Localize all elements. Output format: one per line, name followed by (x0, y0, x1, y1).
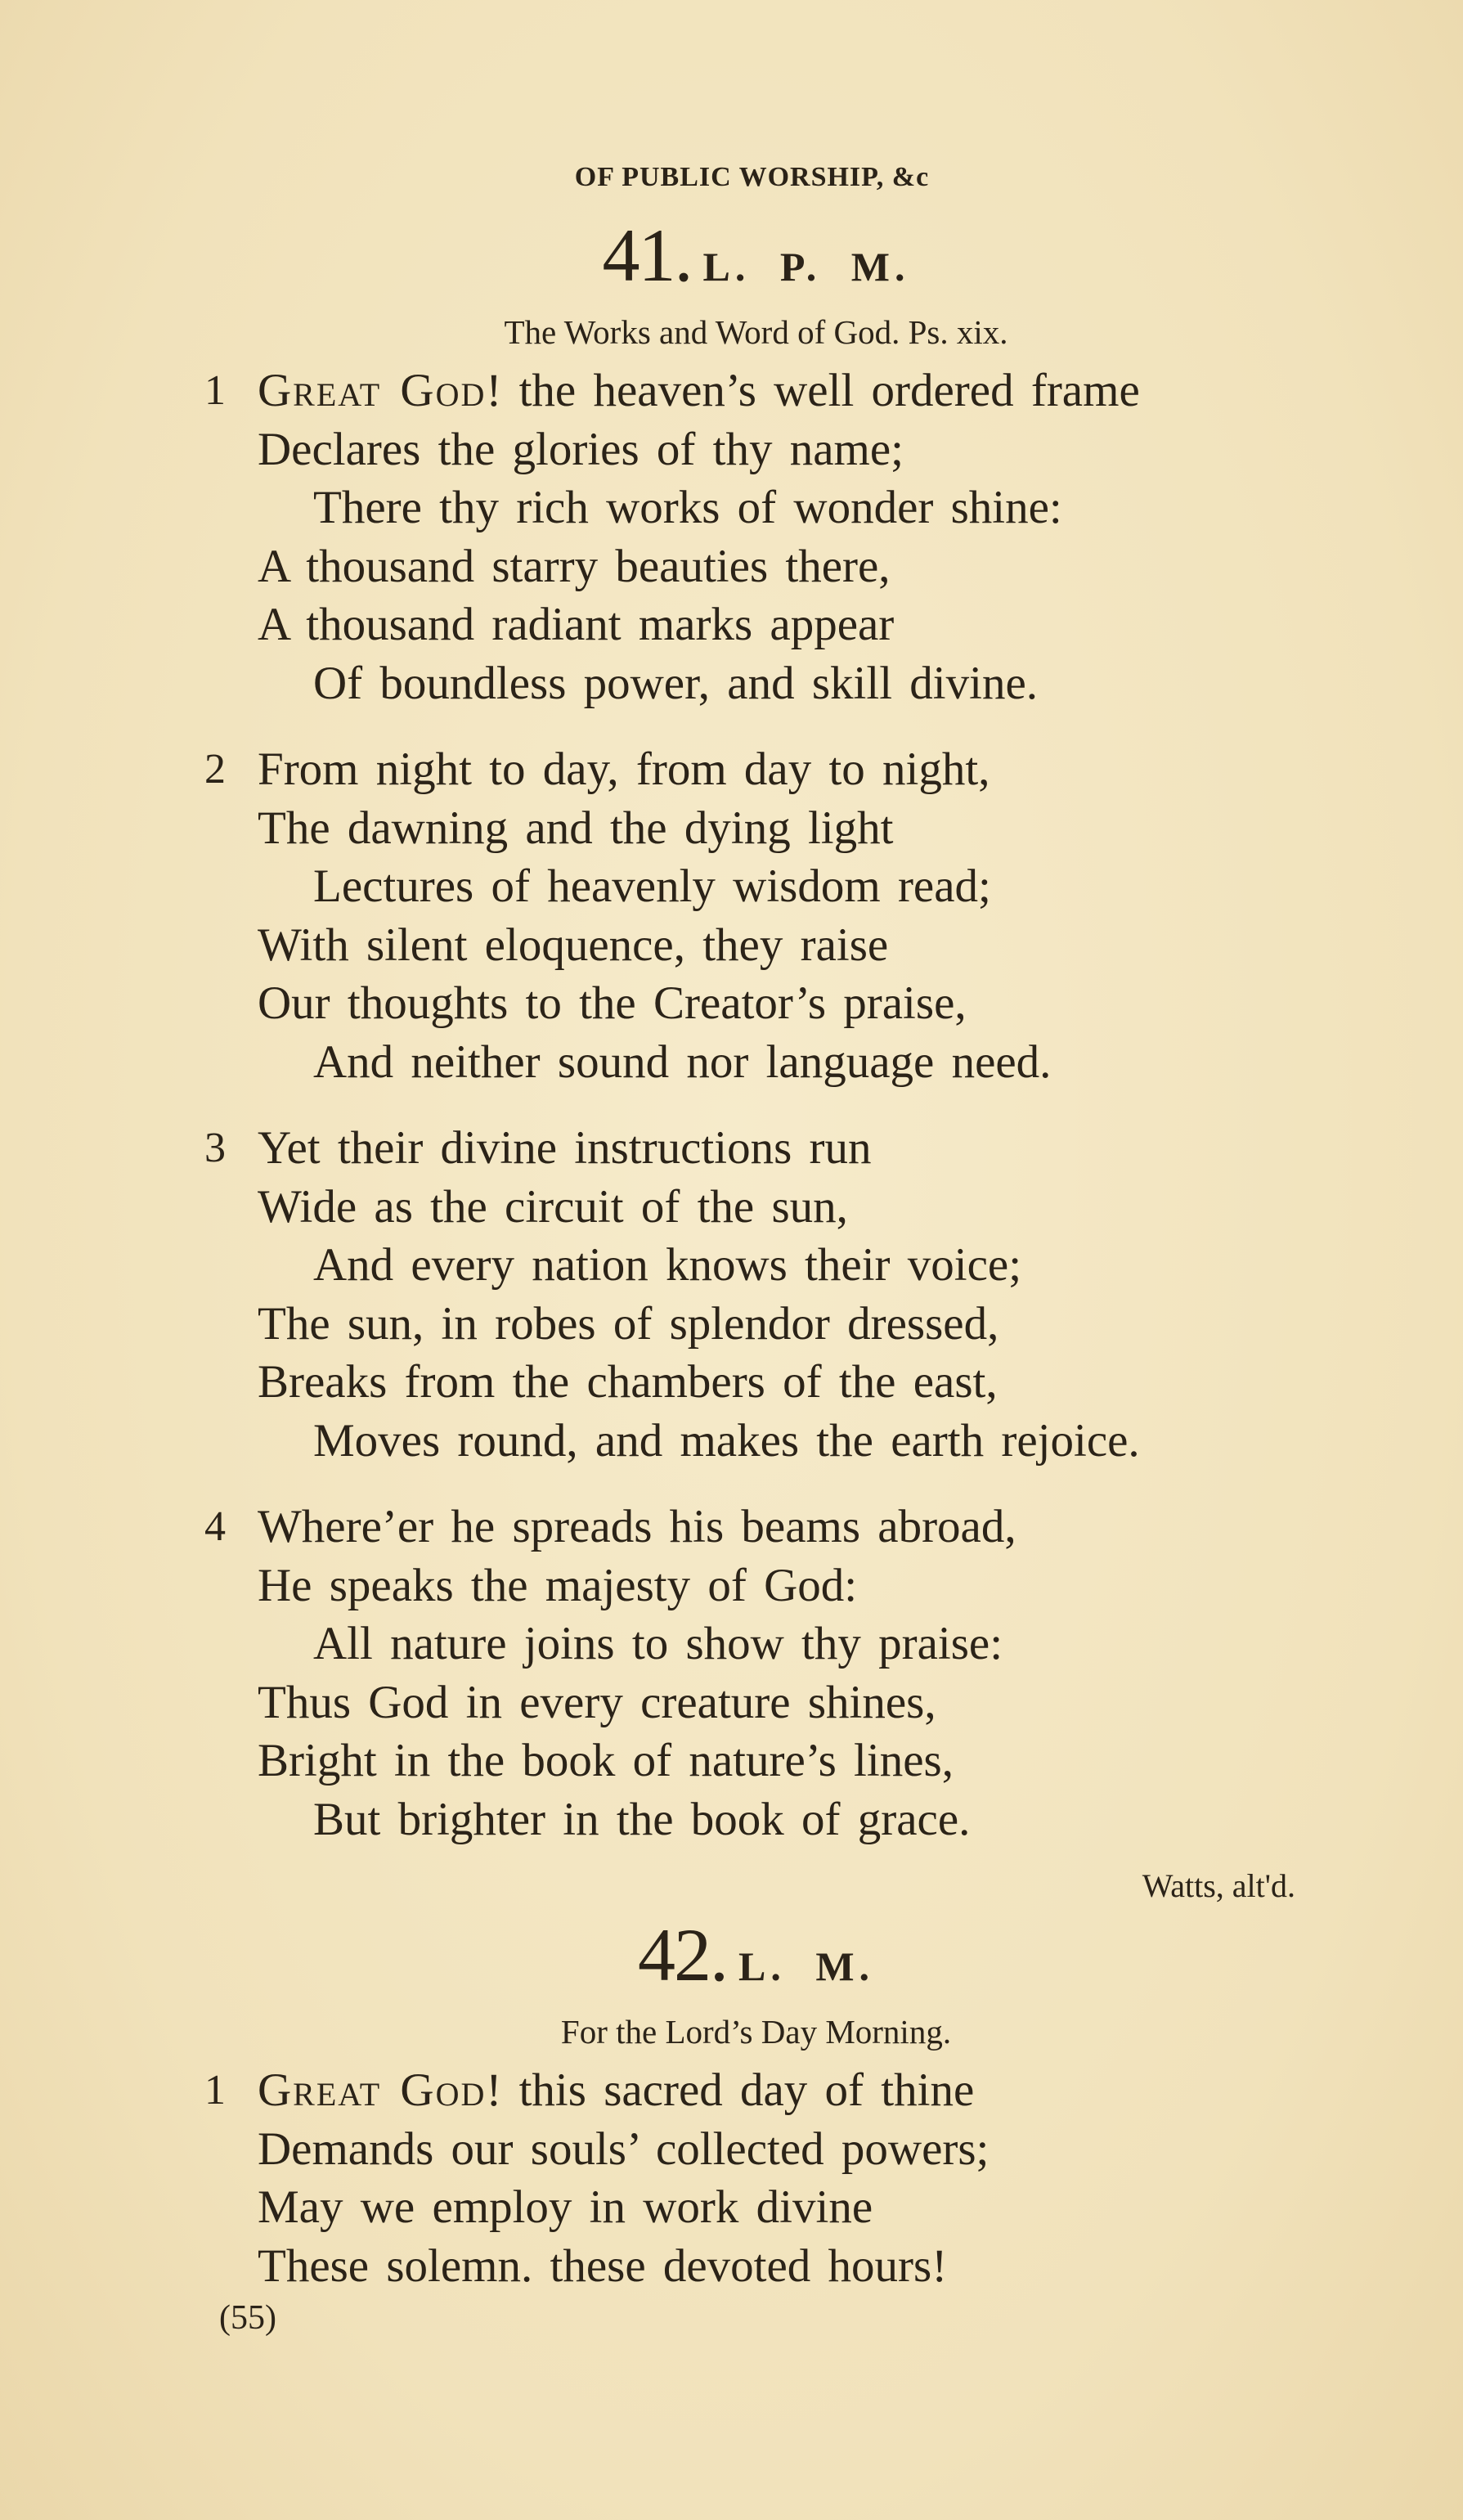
hymn-heading (0, 1914, 1463, 1996)
hymn-41 (0, 214, 1463, 1876)
verse-line (0, 1236, 1463, 1295)
line-text: The dawning and the dying light (258, 802, 894, 854)
line-text: Declares the glories of thy name; (258, 423, 904, 475)
verse-line (0, 654, 1463, 713)
verse-line (0, 1615, 1463, 1673)
page-number: (55) (219, 2299, 276, 2337)
line-text: There thy rich works of wonder shine: (313, 482, 1062, 533)
verse-line (0, 2237, 1463, 2296)
verse-line (0, 2061, 1463, 2120)
verse-line (0, 740, 1463, 799)
verse-line (0, 2178, 1463, 2237)
attribution: Watts, alt'd. (1142, 1867, 1295, 1904)
verse-line (0, 537, 1463, 596)
line-text: He speaks the majesty of God: (258, 1559, 858, 1611)
line-text: Moves round, and makes the earth rejoice. (313, 1414, 1140, 1467)
line-text: Our thoughts to the Creator’s praise, (258, 977, 967, 1029)
verse-line (0, 916, 1463, 975)
stanza-number: 1 (204, 2067, 226, 2113)
hymn-meter: L. M. (738, 1943, 875, 1989)
line-text: Wide as the circuit of the sun, (258, 1180, 848, 1233)
verse-line (0, 478, 1463, 537)
line-text: ! this sacred day of thine (486, 2064, 975, 2116)
verse-line (0, 420, 1463, 479)
hymn-title: For the Lord’s Day Morning. (560, 2013, 952, 2051)
line-text: Demands our souls’ collected powers; (258, 2122, 990, 2175)
hymn-meter: L. P. M. (702, 244, 910, 290)
verse-line (0, 1556, 1463, 1615)
line-text: And every nation knows their voice; (313, 1239, 1022, 1291)
verse-line (0, 1790, 1463, 1849)
stanza (0, 740, 1463, 1091)
line-text: With silent eloquence, they raise (258, 919, 889, 971)
hymn-number: 41. (602, 213, 692, 297)
verse-line (0, 857, 1463, 916)
stanza (0, 2061, 1463, 2295)
verse-line (0, 2120, 1463, 2179)
verse-line (0, 974, 1463, 1033)
stanza-number: 1 (204, 367, 226, 414)
line-text: May we employ in work divine (258, 2181, 873, 2233)
verse-line (0, 595, 1463, 654)
hymn-number: 42. (637, 1913, 727, 1997)
line-text: Breaks from the chambers of the east, (258, 1356, 998, 1408)
line-text: A thousand radiant marks appear (258, 599, 895, 650)
small-caps-lead: Great God (258, 2064, 487, 2116)
line-text: These solemn. these devoted hours! (258, 2239, 948, 2292)
line-text: The sun, in robes of splendor dressed, (258, 1297, 999, 1350)
line-text: ! the heaven’s well ordered frame (486, 365, 1140, 416)
stanza-number: 3 (204, 1125, 226, 1171)
verse-line (0, 1178, 1463, 1237)
line-text: All nature joins to show thy praise: (313, 1618, 1003, 1669)
line-text: And neither sound nor language need. (313, 1035, 1052, 1088)
verse-line (0, 1295, 1463, 1354)
line-text: From night to day, from day to night, (258, 743, 990, 795)
verse-line (0, 799, 1463, 858)
line-text: Where’er he spreads his beams abroad, (258, 1501, 1016, 1552)
hymn-heading (0, 214, 1463, 296)
stanza (0, 362, 1463, 712)
stanza (0, 1498, 1463, 1848)
verse-line (0, 1353, 1463, 1412)
verse-line (0, 1498, 1463, 1556)
hymn-title: The Works and Word of God. Ps. xix. (504, 313, 1008, 351)
line-text: A thousand starry beauties there, (258, 540, 891, 592)
line-text: Thus God in every creature shines, (258, 1676, 936, 1728)
verse-line (0, 362, 1463, 420)
stanza (0, 1119, 1463, 1470)
line-text: Lectures of heavenly wisdom read; (313, 860, 991, 912)
verse-line (0, 1673, 1463, 1732)
line-text: Yet their divine instructions run (258, 1122, 872, 1174)
small-caps-lead: Great God (258, 365, 487, 416)
hymn-42 (0, 1914, 1463, 2323)
line-text: But brighter in the book of grace. (313, 1793, 971, 1845)
running-head: OF PUBLIC WORSHIP, &c (574, 162, 930, 192)
verse-line (0, 1732, 1463, 1790)
verse-line (0, 1412, 1463, 1471)
line-text: Of boundless power, and skill divine. (313, 657, 1039, 709)
stanza-number: 4 (204, 1503, 226, 1550)
stanza-number: 2 (204, 746, 226, 793)
line-text: Bright in the book of nature’s lines, (258, 1735, 954, 1786)
verse-line (0, 1033, 1463, 1092)
verse-line (0, 1119, 1463, 1178)
